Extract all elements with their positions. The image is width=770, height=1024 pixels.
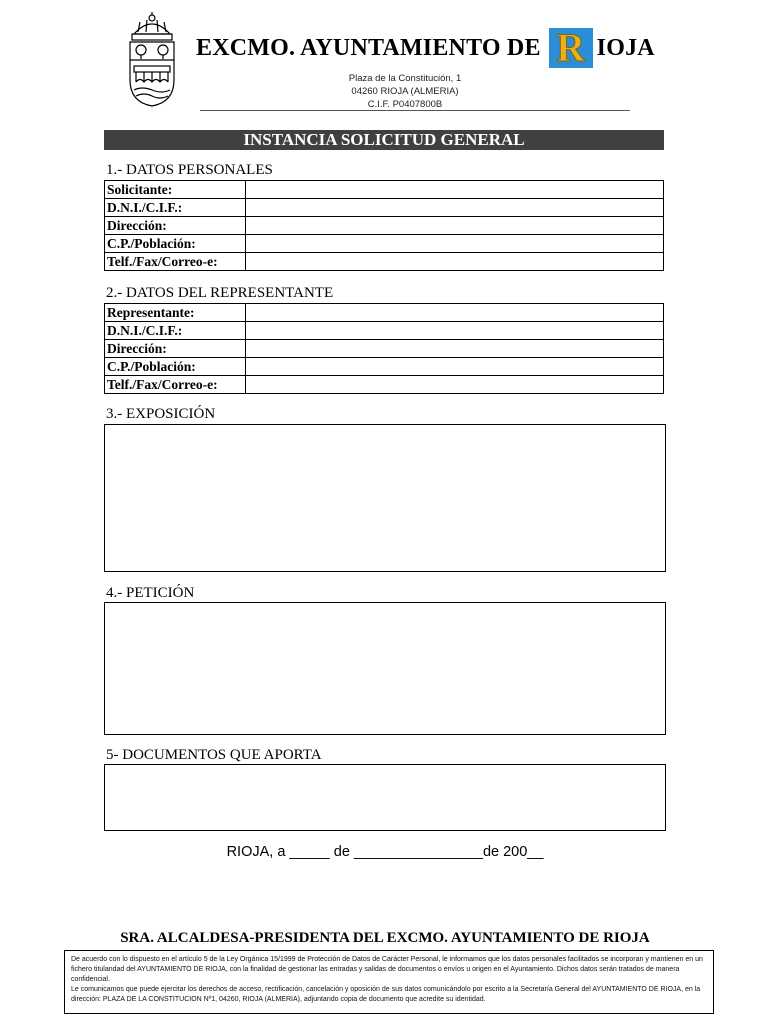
- table-row: [105, 253, 664, 271]
- field-label: Representante:: [105, 304, 246, 322]
- documentos-textarea[interactable]: [104, 764, 666, 831]
- table-row: [105, 358, 664, 376]
- representative-data-table: [104, 303, 664, 394]
- field-label: Telf./Fax/Correo-e:: [105, 253, 246, 271]
- table-row: [105, 304, 664, 322]
- poblacion-field[interactable]: [246, 235, 664, 253]
- personal-data-table: [104, 180, 664, 271]
- solicitante-field[interactable]: [246, 181, 664, 199]
- section-3-heading: 3.- EXPOSICIÓN: [106, 406, 216, 422]
- form-title-banner: INSTANCIA SOLICITUD GENERAL: [104, 130, 664, 150]
- table-row: [105, 199, 664, 217]
- field-label: Dirección:: [105, 217, 246, 235]
- rep-telefono-field[interactable]: [246, 376, 664, 394]
- direccion-field[interactable]: [246, 217, 664, 235]
- cif-line: C.I.F. P0407800B: [367, 99, 443, 110]
- field-label: Telf./Fax/Correo-e:: [105, 376, 246, 394]
- rep-dni-field[interactable]: [246, 322, 664, 340]
- table-row: [105, 376, 664, 394]
- representante-field[interactable]: [246, 304, 664, 322]
- exposicion-textarea[interactable]: [104, 424, 666, 572]
- telefono-field[interactable]: [246, 253, 664, 271]
- rioja-logo: [549, 25, 593, 70]
- field-label: D.N.I./C.I.F.:: [105, 199, 246, 217]
- municipal-crest-icon: [120, 10, 184, 110]
- logo-letter: R: [556, 25, 586, 70]
- field-label: C.P./Población:: [105, 235, 246, 253]
- field-label: C.P./Población:: [105, 358, 246, 376]
- rep-poblacion-field[interactable]: [246, 358, 664, 376]
- postal-line: 04260 RIOJA (ALMERIA): [351, 86, 459, 97]
- table-row: [105, 340, 664, 358]
- legal-paragraph-1: De acuerdo con lo dispuesto en el artículo 5 de la Ley Orgánica 15/1999 de Protección de Datos de Carácter Personal, le informamos que los datos personales facilitados se incorporan y mantienen en un fichero titulandad del AYUNTAMIENTO DE RIOJA, con la finalidad de gestionar las entradas y salidas de documentos o envíos u origen en el Ayuntamiento. Dichos datos serán tratados de manera confidencial.: [71, 956, 703, 983]
- field-label: Dirección:: [105, 340, 246, 358]
- title-text-suffix: IOJA: [596, 34, 655, 61]
- title-text: EXCMO. AYUNTAMIENTO DE: [196, 34, 541, 61]
- address-line: Plaza de la Constitución, 1: [348, 73, 462, 84]
- section-5-heading: 5- DOCUMENTOS QUE APORTA: [106, 747, 322, 763]
- table-row: [105, 217, 664, 235]
- municipality-title: [196, 25, 655, 70]
- section-2-heading: 2.- DATOS DEL REPRESENTANTE: [106, 285, 334, 301]
- table-row: [105, 181, 664, 199]
- dni-field[interactable]: [246, 199, 664, 217]
- field-label: D.N.I./C.I.F.:: [105, 322, 246, 340]
- table-row: [105, 322, 664, 340]
- legal-paragraph-2: Le comunicamos que puede ejercitar los derechos de acceso, rectificación, cancelación y oposición de sus datos comunicándolo por escrito a la Secretaría General del AYUNTAMIENTO DE RIOJA, en la dirección: PLAZA DE LA CONSTITUCION Nº1, 04260, RIOJA (ALMERIA), adjuntando copia de documento que acredite su identidad.: [71, 986, 701, 1003]
- addressee-line: SRA. ALCALDESA-PRESIDENTA DEL EXCMO. AYUNTAMIENTO DE RIOJA: [120, 930, 650, 946]
- table-row: [105, 235, 664, 253]
- data-protection-notice: [64, 950, 714, 1014]
- date-signature-line: RIOJA, a _____ de ________________de 200__: [226, 844, 544, 860]
- section-1-heading: 1.- DATOS PERSONALES: [106, 162, 273, 178]
- header-divider: [200, 110, 630, 111]
- field-label: Solicitante:: [105, 181, 246, 199]
- peticion-textarea[interactable]: [104, 602, 666, 735]
- rep-direccion-field[interactable]: [246, 340, 664, 358]
- section-4-heading: 4.- PETICIÓN: [106, 585, 195, 601]
